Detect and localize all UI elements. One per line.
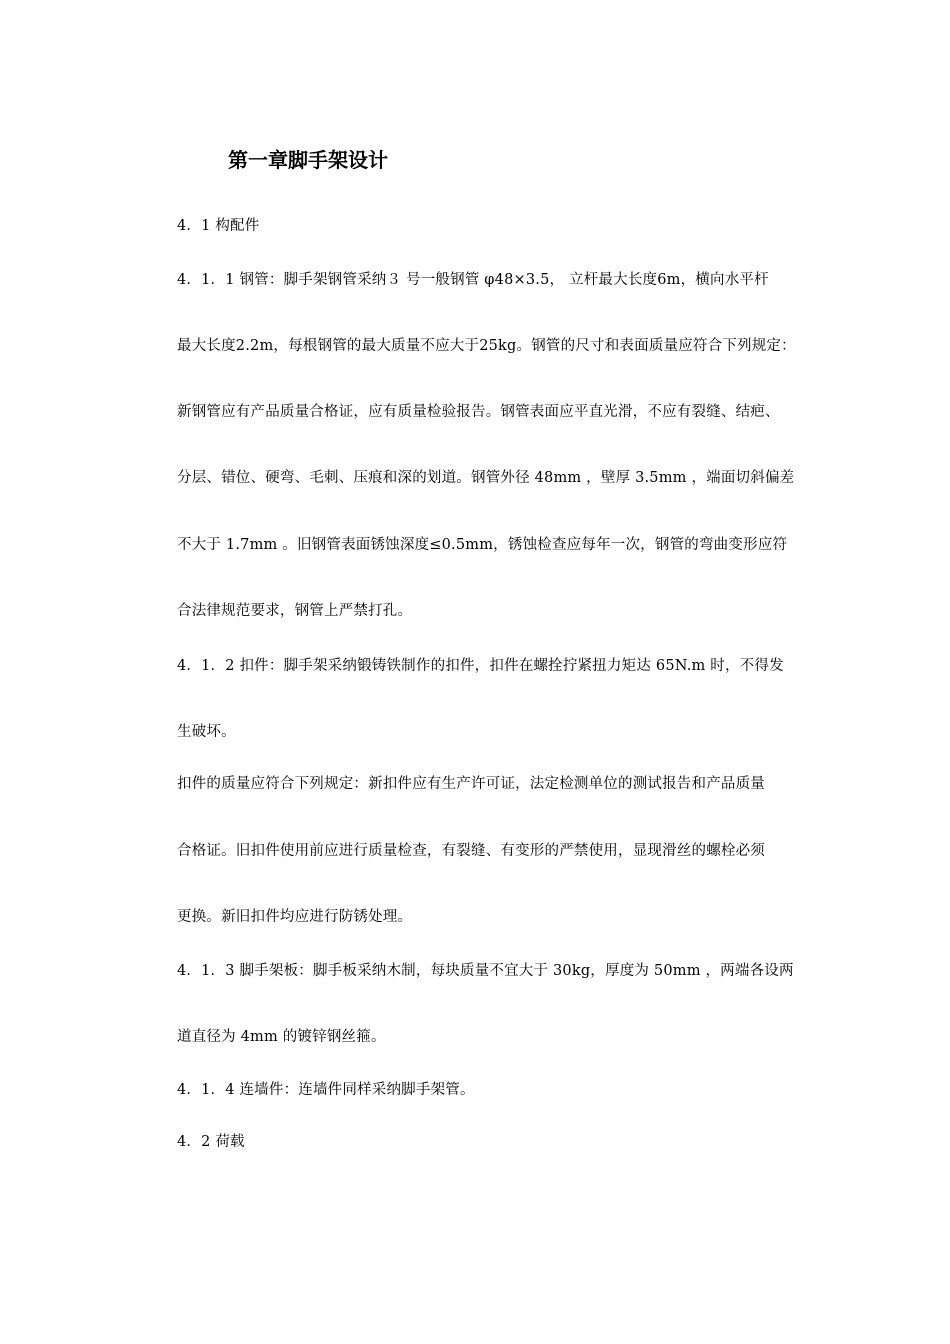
paragraph-line: 新钢管应有产品质量合格证，应有质量检验报告。钢管表面应平直光滑，不应有裂缝、结疤、 — [177, 404, 780, 420]
paragraph-line: 4．1．4 连墙件：连墙件同样采纳脚手架管。 — [177, 1082, 475, 1098]
chapter-title: 第一章脚手架设计 — [228, 148, 388, 172]
paragraph-line: 4．1．1 钢管：脚手架钢管采纳３ 号一般钢管 φ48×3.5， 立杆最大长度6m，横向水平杆 — [177, 272, 769, 288]
paragraph-line: 合格证。旧扣件使用前应进行质量检查，有裂缝、有变形的严禁使用，显现滑丝的螺栓必须 — [177, 843, 765, 859]
paragraph-line: 分层、错位、硬弯、毛刺、压痕和深的划道。钢管外径 48mm ，壁厚 3.5mm ，端面切斜偏差 — [177, 470, 795, 486]
paragraph-line: 最大长度2.2m，每根钢管的最大质量不应大于25kg。钢管的尺寸和表面质量应符合下列规定： — [177, 338, 796, 354]
section-heading-4-1: 4．1 构配件 — [177, 218, 260, 234]
paragraph-line: 不大于 1.7mm 。旧钢管表面锈蚀深度≤0.5mm，锈蚀检查应每年一次，钢管的弯曲变形应符 — [177, 537, 788, 553]
section-heading-4-2: 4．2 荷载 — [177, 1134, 245, 1150]
paragraph-line: 道直径为 4mm 的镀锌钢丝箍。 — [177, 1029, 386, 1045]
paragraph-line: 4．1．2 扣件：脚手架采纳锻铸铁制作的扣件，扣件在螺拴拧紧扭力矩达 65N.m 时，不得发 — [177, 658, 784, 674]
paragraph-line: 合法律规范要求，钢管上严禁打孔。 — [177, 603, 413, 619]
paragraph-line: 4．1．3 脚手架板：脚手板采纳木制，每块质量不宜大于 30kg，厚度为 50mm ，两端各设两 — [177, 963, 794, 979]
paragraph-line: 更换。新旧扣件均应进行防锈处理。 — [177, 909, 413, 925]
paragraph-line: 生破坏。 — [177, 724, 236, 740]
paragraph-line: 扣件的质量应符合下列规定：新扣件应有生产许可证，法定检测单位的测试报告和产品质量 — [177, 776, 765, 792]
